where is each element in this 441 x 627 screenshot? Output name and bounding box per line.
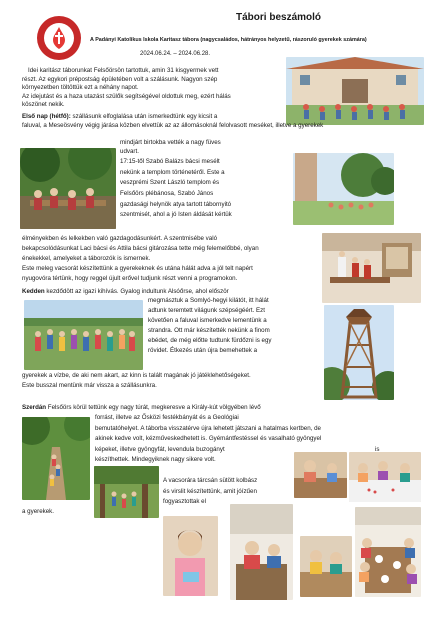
day1-paragraph (22, 113, 323, 130)
photo-kitchen (230, 504, 293, 600)
text-line: énekekkel, amelyeket a táborozók is ismernek. (22, 255, 151, 263)
photo-lookout-tower (324, 305, 394, 400)
photo-crafts-3 (300, 536, 352, 597)
photo-meal-garden (20, 148, 116, 229)
text-line: nyugovóra tértünk, hogy reggel újult erővel tudjunk részt venni a programokon. (22, 275, 238, 283)
text-line: köszönet nekik. (22, 101, 65, 109)
text-line: 17:15-től Szabó Balázs bácsi mesélt (120, 158, 220, 166)
text-line: követően a faluval ismerkedve lementünk a (148, 317, 267, 325)
text-line: részt. Az egykori prépostság épületében volt a szálásunk. Nagyon szép (22, 75, 218, 83)
text-line: bemutatóhelyet. A táborba visszatérve újra lehetett játszani a hatalmas kertben, de (95, 424, 321, 432)
photo-mass (322, 233, 421, 303)
day2-paragraph (22, 288, 229, 297)
photo-dinner-table (355, 507, 421, 597)
text-line: rövidet. Étkezés után újra bemehettek a (148, 347, 258, 355)
day2-right-column (148, 297, 272, 356)
text-line: adtunk teremtett világunk szépségéért. Ezt (148, 307, 265, 315)
text-line: strandra. Ott már készítették nekünk a finom (148, 327, 270, 335)
text-line: Felsőörs plébánosa, Szabó János (120, 189, 214, 197)
day1-continued (22, 235, 259, 284)
text-line: kezdődött az igazi kihívás. Gyalog indultunk Alsóőrse, ahol először (44, 288, 229, 295)
day3-dinner-paragraph (163, 477, 257, 507)
day1-label: Első nap (hétfő): (22, 113, 71, 120)
text-line: fogyasztottak el (163, 498, 206, 506)
photo-hike-trail (22, 417, 90, 500)
text-line: környezetben töltöttük ezt a néhány napot. (22, 84, 139, 92)
text-line: akinek kedve volt, kézműveskedhetett is. Gyémántfestéssel és vasalható gyöngyel (95, 435, 322, 443)
day3-label: Szerdán (22, 404, 47, 411)
text-line: forrást, illetve az Ősközi festékbányát és a Geológiai (95, 414, 239, 421)
text-line: a gyerekek. (22, 508, 54, 515)
text-line: és virslit készítettünk, amit jóízűen (163, 487, 257, 495)
text-line: ebédet, de még előtte tudtunk fürdőzni is egy (148, 337, 272, 345)
day1-right-column (120, 139, 232, 220)
text-line: gyerekek a vízbe, de aki nem akart, az kinn is talált magának jó játéklehetőségeket. (22, 372, 251, 379)
text-line: szállásunk elfoglalása után ismerkedtünk egy kicsit a (70, 113, 218, 120)
photo-group-field (24, 300, 143, 370)
text-line: szentmisét, ahol a jó Isten áldását kértük (120, 211, 232, 219)
day3-right-column (95, 414, 321, 465)
photo-church-yard (293, 153, 394, 225)
camp-dates: 2024.06.24. – 2024.06.28. (140, 51, 211, 57)
photo-forest-group (94, 466, 159, 518)
text-line: bekapcsolódásunkat Laci bácsi és Attila bácsi gitározása tette még felemelőbbé, olyan (22, 245, 259, 253)
text-line: Idei karitász táborunkat Felsőörsön tartottuk, amin 31 kisgyermek vett (28, 67, 219, 74)
text-line: készíthettek. Mindegyiknek nagy sikere volt. (95, 456, 216, 464)
text-line: Az idejutást és a haza utazást szülők segítségével oldottuk meg, ezért hálás (22, 92, 231, 100)
page-subtitle: A Padányi Katolikus Iskola Karitasz tábora (nagycsaládos, hátrányos helyzetű, rászoruló gyerekek számára) (90, 37, 367, 43)
intro-paragraph (22, 67, 231, 110)
text-line: udvart. (120, 147, 139, 155)
page-title: Tábori beszámoló (236, 12, 322, 23)
text-line: élményekben és lelkekben való gazdagodásunkért. A szentmisébe való (22, 235, 218, 242)
caritas-logo (34, 14, 84, 62)
text-line: A vacsorára tárcsán sütött kolbász (163, 477, 258, 484)
text-line: gazdasági helynök atya tartott tábornyitó (120, 200, 232, 208)
text-line: Este busszal mentünk már vissza a szállásunkra. (22, 382, 157, 390)
photo-crafts-2 (349, 452, 421, 502)
day2-label: Kedden (22, 288, 45, 295)
day2-continued (22, 372, 251, 391)
text-line: képeket, illetve gyöngyfát, levendula buzogányt (95, 445, 225, 453)
day3-paragraph (22, 404, 261, 413)
text-line: nekünk a templom történetéről. Este a (120, 168, 225, 176)
photo-girl-portrait (163, 516, 218, 596)
text-line: veszprémi Szent László templom és (120, 179, 220, 187)
text-line: faluval, a Meseösvény végig járása közben elvettük az az állomásoknál felolvasott meséket, illetve a gyerekek (22, 121, 324, 129)
text-line: is (375, 446, 380, 453)
text-line: Felsőörs körül tettünk egy nagy túrát, megkeresve a Király-kút völgyében lévő (46, 404, 261, 411)
text-line: Este meleg vacsorát készítettünk a gyerekeknek és utána hálát adva a jól telt napért (22, 265, 253, 273)
text-line: megmásztuk a Somlyó-hegyi kilátót, itt hálát (148, 297, 269, 304)
text-line: mindjárt birtokba vették a nagy füves (120, 139, 221, 146)
